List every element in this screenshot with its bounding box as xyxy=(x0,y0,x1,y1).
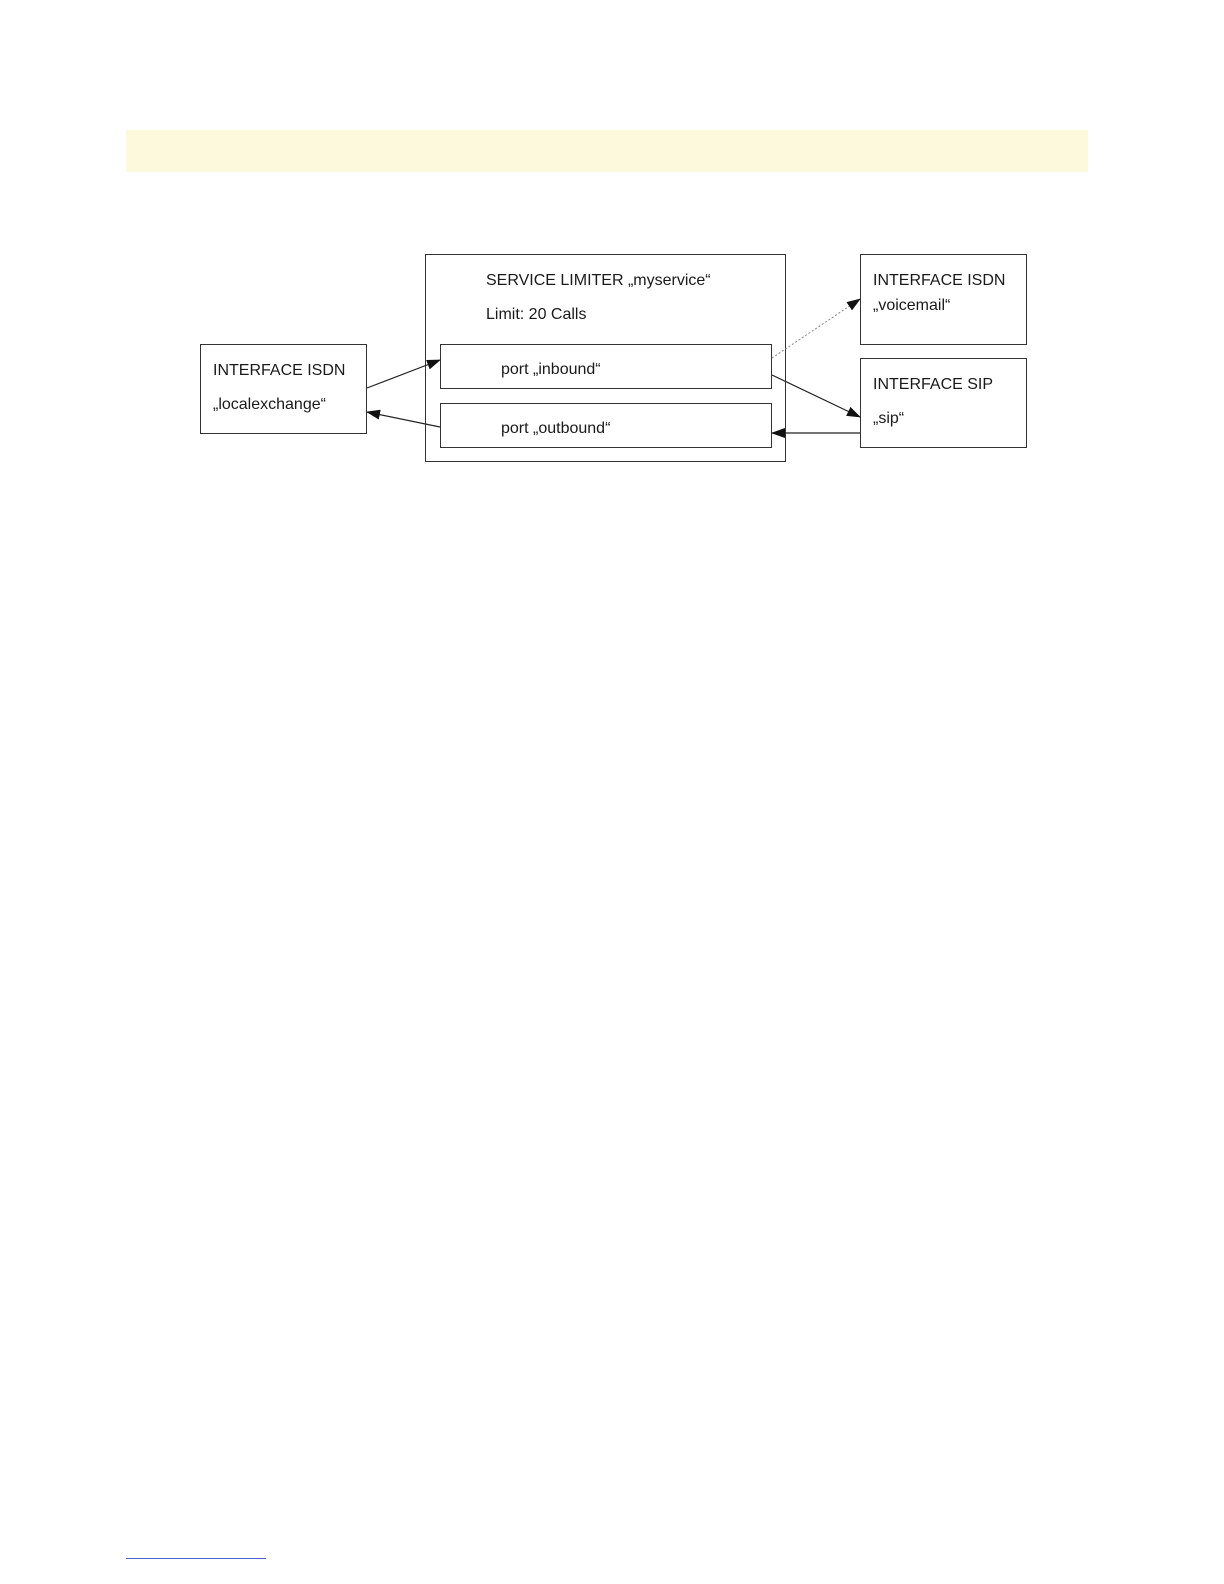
footnote-rule xyxy=(126,1558,266,1559)
interface-sip-name: „sip“ xyxy=(873,410,905,427)
interface-sip-type: INTERFACE SIP xyxy=(873,376,994,393)
port-outbound-label: port „outbound“ xyxy=(501,420,611,437)
arrow-outbound-to-localexchange xyxy=(367,412,440,427)
interface-voicemail-type: INTERFACE ISDN xyxy=(873,272,1006,289)
arrow-inbound-to-sip xyxy=(772,375,860,417)
interface-localexchange-name: „localexchange“ xyxy=(213,396,326,413)
interface-localexchange-type: INTERFACE ISDN xyxy=(213,362,346,379)
arrow-localexchange-to-inbound xyxy=(367,360,440,388)
service-limiter-title: SERVICE LIMITER „myservice“ xyxy=(486,272,711,289)
interface-voicemail-name: „voicemail“ xyxy=(873,297,951,314)
service-limiter-limit: Limit: 20 Calls xyxy=(486,306,587,323)
arrow-inbound-to-voicemail-dotted xyxy=(772,299,860,358)
port-inbound-label: port „inbound“ xyxy=(501,361,601,378)
